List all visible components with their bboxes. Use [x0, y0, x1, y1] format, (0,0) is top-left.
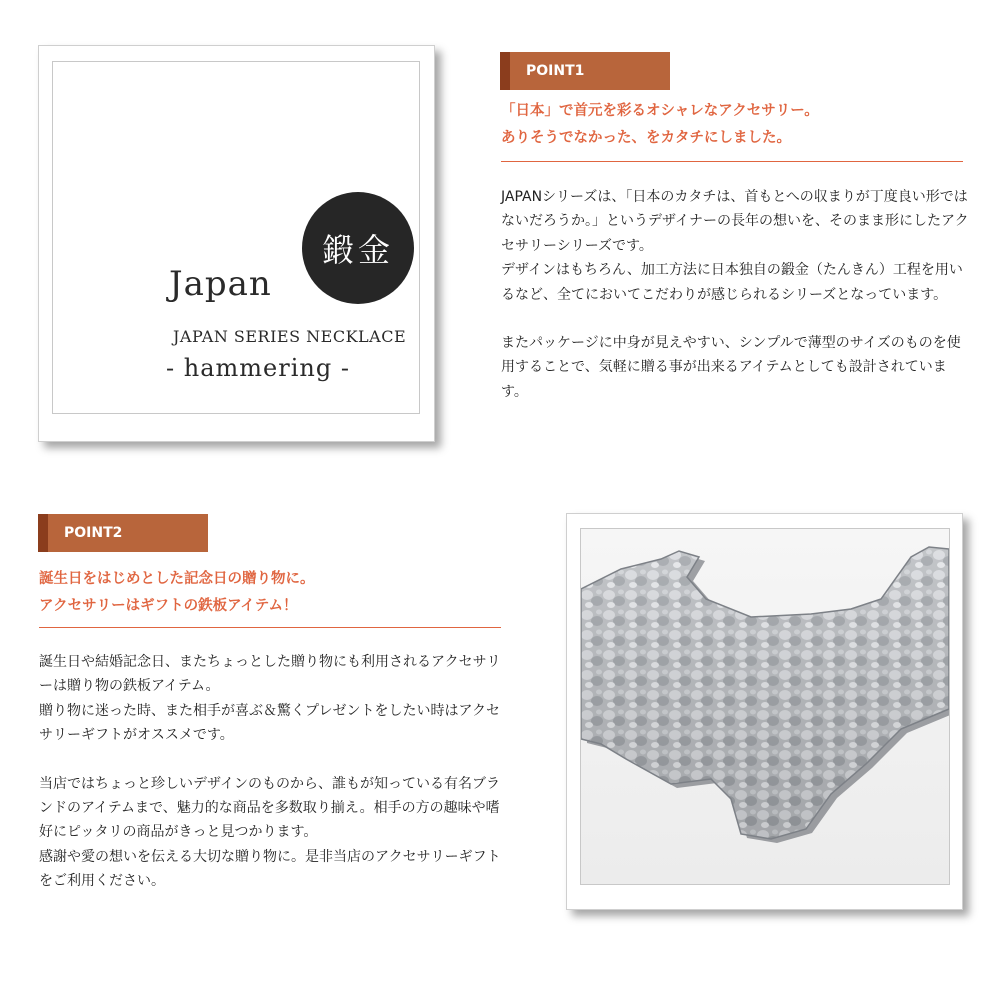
logo-card	[38, 45, 435, 442]
point1-paragraph: またパッケージに中身が見えやすい、シンプルで薄型のサイズのものを使用することで、気軽に贈る事が出来るアイテムとしても設計されています。	[501, 335, 961, 400]
point1-headline: 「日本」で首元を彩るオシャレなアクセサリー。 ありそうでなかった、をカタチにしました。	[501, 103, 819, 146]
point2-body	[39, 650, 509, 894]
product-photo-card	[566, 513, 963, 910]
point2-paragraph: 当店ではちょっと珍しいデザインのものから、誰もが知っている有名ブランドのアイテムまで、魅力的な商品を多数取り揃え。相手の方の趣味や嗜好にピッタリの商品がきっと見つかります。 感謝や愛の想いを伝える大切な贈り物に。是非当店のアクセサリーギフトをご利用ください。	[39, 775, 501, 890]
point1-body	[501, 185, 971, 404]
logo-title: Japan	[169, 264, 272, 304]
point2-badge: POINT2	[38, 514, 208, 552]
japan-necklace-image	[581, 529, 949, 884]
point2-headline: 誕生日をはじめとした記念日の贈り物に。 アクセサリーはギフトの鉄板アイテム！	[39, 571, 315, 614]
logo-frame	[52, 61, 420, 414]
logo-series: JAPAN SERIES NECKLACE	[173, 327, 407, 346]
product-photo	[580, 528, 950, 885]
kanji-badge: 鍛金	[302, 192, 414, 304]
point1-paragraph: JAPANシリーズは、「日本のカタチは、首もとへの収まりが丁度良い形ではないだろうか。」というデザイナーの長年の想いを、そのまま形にしたアクセサリーシリーズです。 デザインはもちろん、加工方法に日本独自の鍛金（たんきん）工程を用いるなど、全てにおいてこだわりが感じられるシリーズとなっています。	[501, 189, 969, 303]
point1-divider	[501, 161, 963, 162]
point2-paragraph: 誕生日や結婚記念日、またちょっとした贈り物にも利用されるアクセサリーは贈り物の鉄板アイテム。 贈り物に迷った時、また相手が喜ぶ＆驚くプレゼントをしたい時はアクセサリーギフトがオススメです。	[39, 654, 501, 744]
point2-divider	[39, 627, 501, 628]
point1-badge: POINT1	[500, 52, 670, 90]
logo-subtitle: - hammering -	[166, 354, 350, 382]
